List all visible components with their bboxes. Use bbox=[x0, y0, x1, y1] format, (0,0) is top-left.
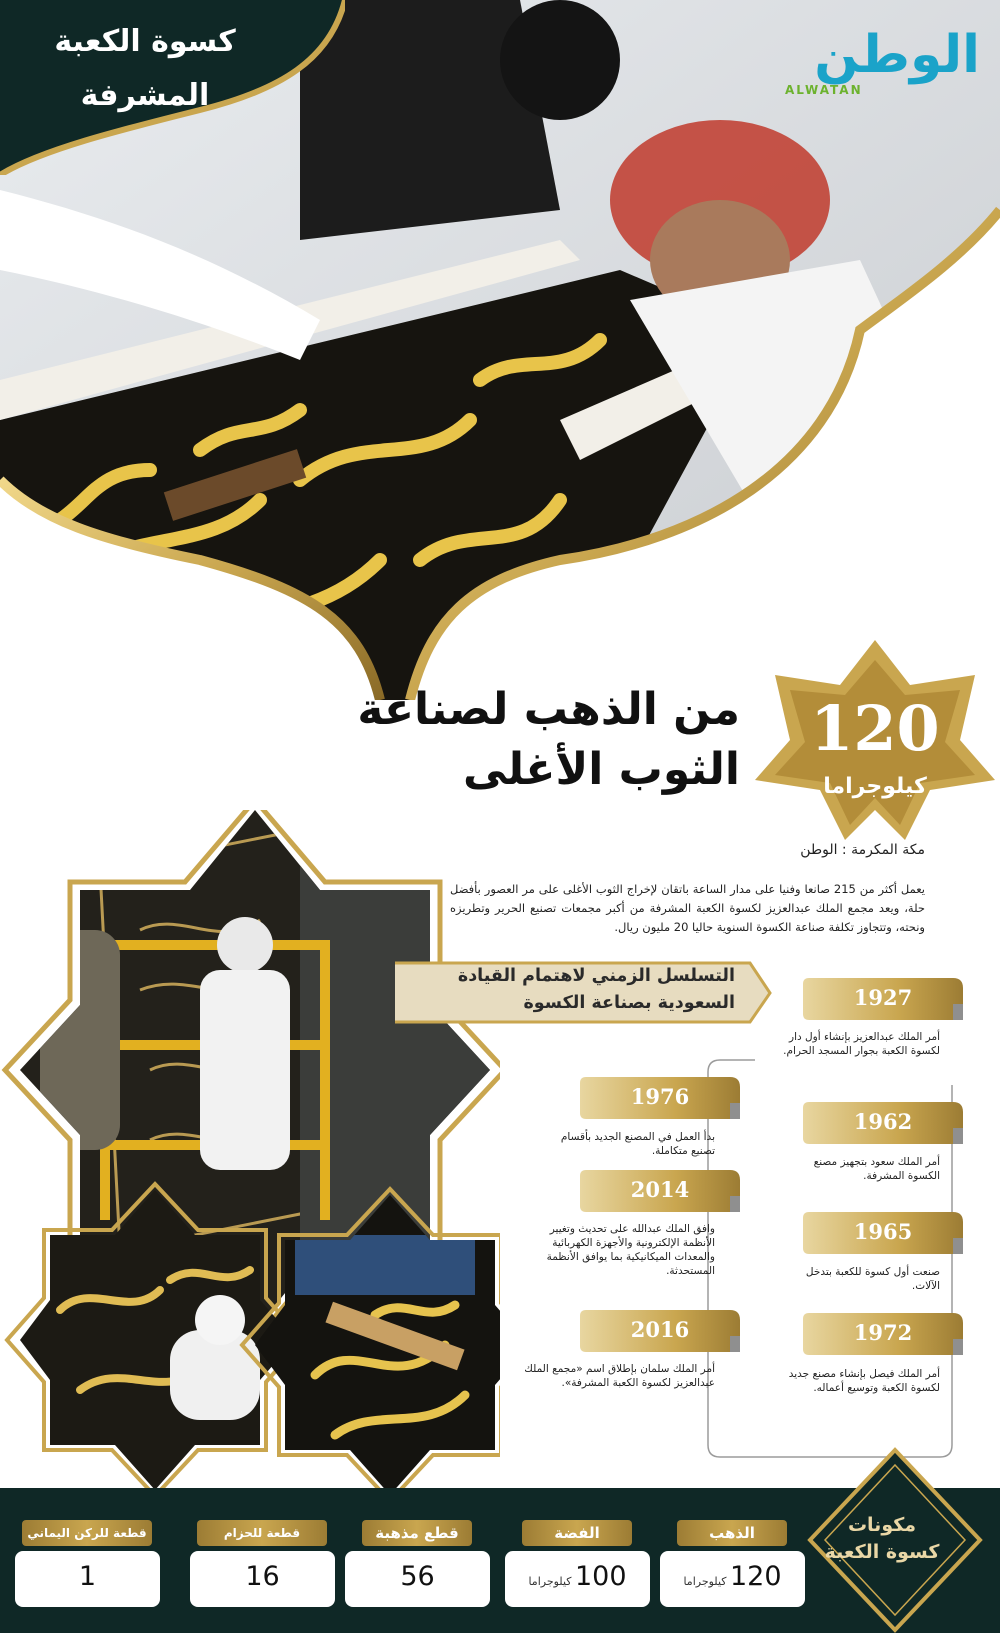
timeline-heading-line1: التسلسل الزمني لاهتمام القيادة bbox=[457, 966, 735, 986]
timeline-year: 2016 bbox=[630, 1317, 690, 1342]
headline-line2: الثوب الأغلى bbox=[462, 744, 740, 795]
timeline-event-text: أمر الملك فيصل بإنشاء مصنع جديد لكسوة الكعبة وتوسيع أعماله. bbox=[788, 1368, 940, 1394]
photo-collage bbox=[0, 810, 500, 1490]
timeline-year: 1962 bbox=[853, 1109, 913, 1134]
component-number: 16 bbox=[245, 1561, 280, 1592]
timeline-event-text: أمر الملك عبدالعزيز بإنشاء أول دار لكسوة الكعبة بجوار المسجد الحرام. bbox=[783, 1031, 940, 1057]
logo-arabic: الوطن bbox=[814, 25, 980, 85]
component-label: قطعة للحزام bbox=[197, 1520, 327, 1546]
timeline-event-text: صنعت أول كسوة للكعبة بتدخل الآلات. bbox=[805, 1266, 940, 1292]
timeline-year: 1927 bbox=[853, 985, 913, 1010]
component-label: قطع مذهبة bbox=[362, 1520, 472, 1546]
component-number: 1 bbox=[78, 1561, 97, 1592]
headline bbox=[320, 680, 740, 800]
timeline-heading-line2: السعودية بصناعة الكسوة bbox=[523, 993, 735, 1013]
intro-paragraph: يعمل أكثر من 215 صانعا وفنيا على مدار الساعة باتقان لإخراج الثوب الأغلى على مر العصور بأفضل حلة، ويعد مجمع الملك عبدالعزيز لكسوة الكعبة المشرفة من أكبر مجمعات تصنيع الحرير وتطريزه ونحته، وتتجاوز تكلفة صناعة الكسوة السنوية حاليا 20 مليون ريال. bbox=[450, 882, 925, 934]
timeline-event-text: أمر الملك سعود بتجهيز مصنع الكسوة المشرفة. bbox=[813, 1156, 940, 1182]
components-title-line1: مكونات bbox=[847, 1514, 917, 1536]
component-unit: كيلوجراما bbox=[528, 1575, 575, 1588]
logo-english: ALWATAN bbox=[785, 83, 863, 97]
timeline-event-text: أمر الملك سلمان بإطلاق اسم «مجمع الملك عبدالعزيز لكسوة الكعبة المشرفة». bbox=[524, 1363, 715, 1389]
timeline-year: 1965 bbox=[853, 1219, 913, 1244]
dateline: مكة المكرمة : الوطن bbox=[800, 842, 925, 858]
components-title bbox=[812, 1512, 952, 1566]
component-value bbox=[660, 1561, 805, 1592]
timeline-event-text: بدأ العمل في المصنع الجديد بأقسام تصنيع متكاملة. bbox=[560, 1131, 715, 1157]
component-number: 120 bbox=[730, 1561, 782, 1592]
component-label: قطعة للركن اليماني bbox=[22, 1520, 152, 1546]
alwatan-logo bbox=[755, 25, 980, 105]
component-value bbox=[190, 1561, 335, 1592]
component-number: 100 bbox=[575, 1561, 627, 1592]
component-value bbox=[15, 1561, 160, 1592]
headline-line1: من الذهب لصناعة bbox=[357, 684, 740, 735]
corner-title-line1: كسوة الكعبة bbox=[54, 24, 236, 59]
component-value bbox=[345, 1561, 490, 1592]
timeline-year: 2014 bbox=[630, 1177, 690, 1202]
component-unit: كيلوجراما bbox=[683, 1575, 730, 1588]
component-number: 56 bbox=[400, 1561, 435, 1592]
timeline-year: 1972 bbox=[853, 1320, 913, 1345]
timeline-year: 1976 bbox=[630, 1084, 690, 1109]
badge-unit: كيلوجراما bbox=[823, 774, 927, 799]
corner-title-line2: المشرفة bbox=[80, 78, 210, 113]
component-label: الذهب bbox=[677, 1520, 787, 1546]
badge-number: 120 bbox=[810, 692, 940, 765]
component-value bbox=[505, 1561, 650, 1592]
components-title-line2: كسوة الكعبة bbox=[824, 1541, 940, 1563]
timeline-heading bbox=[405, 963, 735, 1017]
component-label: الفضة bbox=[522, 1520, 632, 1546]
timeline-event-text: وافق الملك عبدالله على تحديث وتغيير الأنظمة الإلكترونية والأجهزة الكهربائية والمعدات الميكانيكية بما يوافق الأنظمة المستحدثة. bbox=[546, 1223, 715, 1277]
